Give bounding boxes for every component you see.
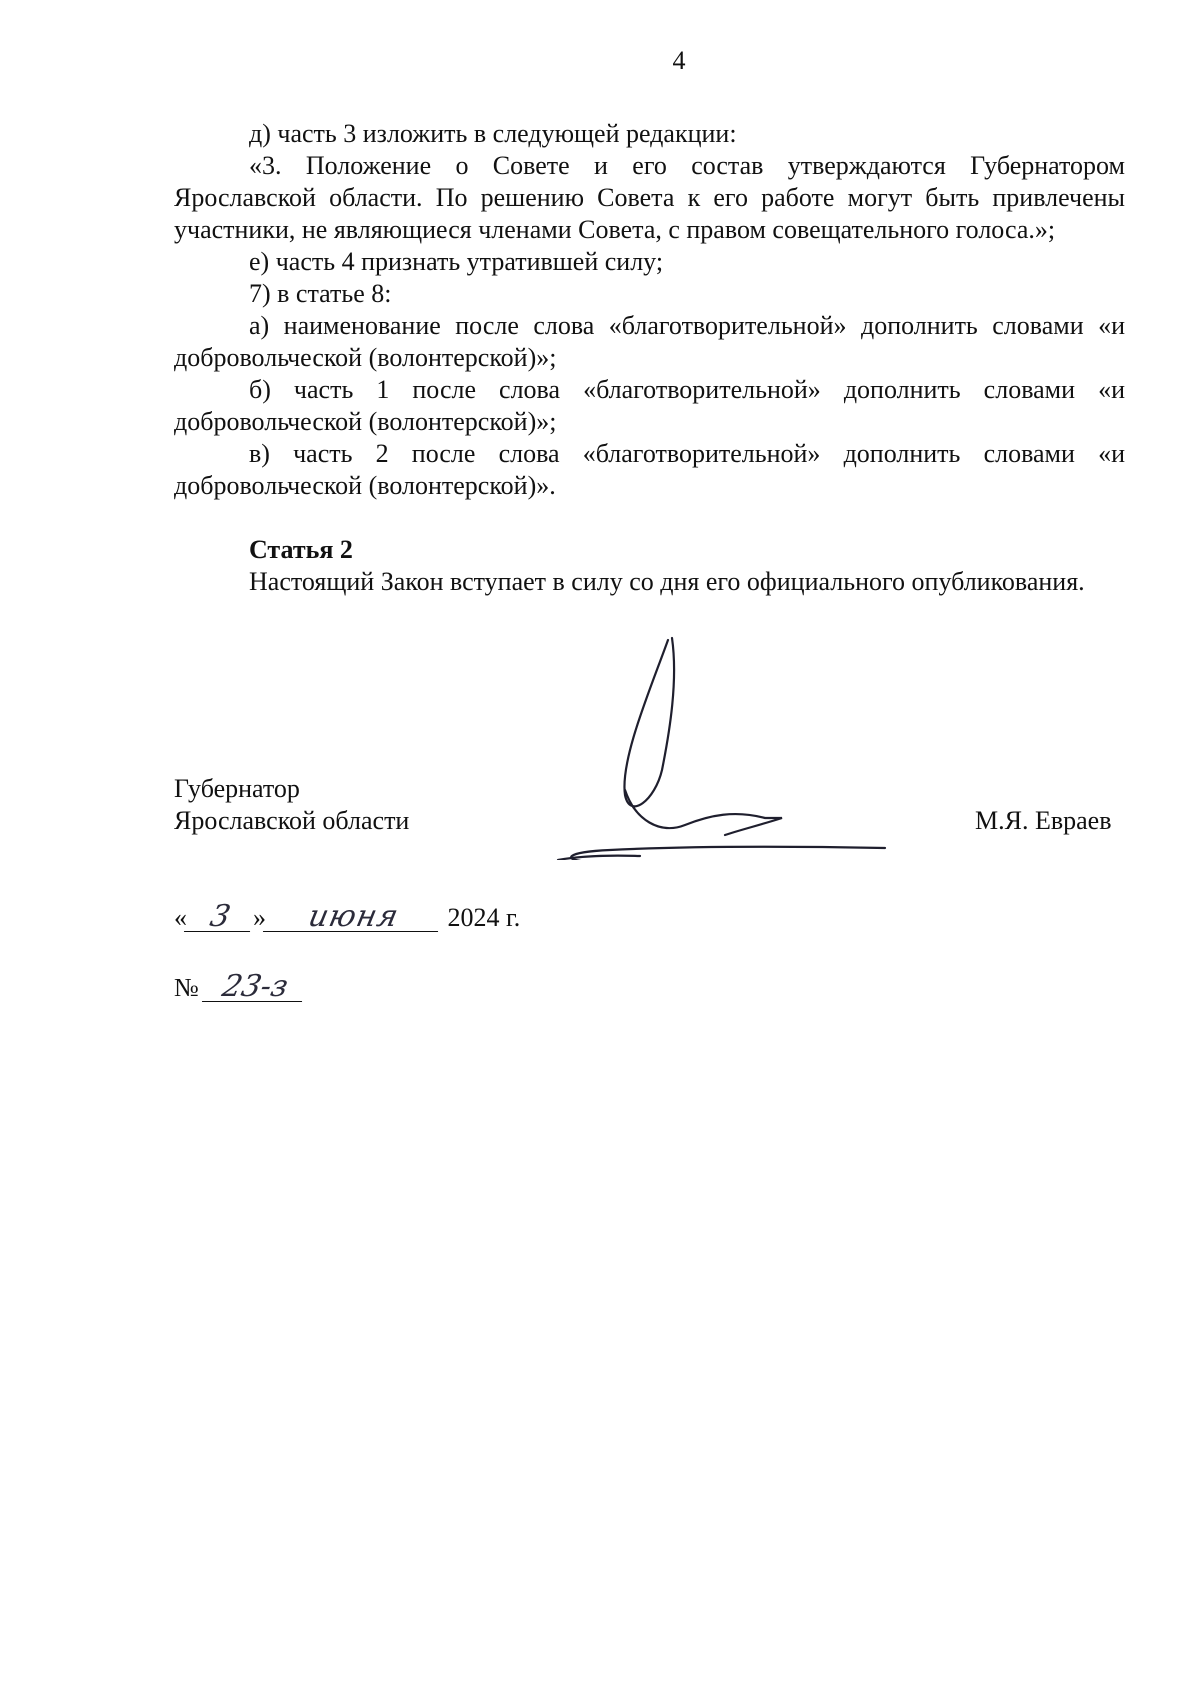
signatory-title (174, 773, 409, 837)
law-number-handwritten: 23-з (202, 973, 308, 1002)
article-heading: Статья 2 (249, 535, 353, 564)
signing-date (174, 899, 521, 934)
date-open-quote: « (174, 903, 187, 932)
paragraph-7: 7) в статье 8: (249, 279, 392, 308)
date-month-handwritten: июня (263, 903, 444, 932)
signatory-title-line2: Ярославской области (174, 806, 410, 835)
paragraph-quote-3: «3. Положение о Совете и его состав утверждаются Губернатором Ярославской области. По решению Совета к его работе могут быть привлечены участники, не являющиеся членами Совета, с правом совещательного голоса.»; (174, 151, 1125, 244)
law-number (174, 969, 305, 1004)
signatory-title-line1: Губернатор (174, 774, 300, 803)
signatory-name: М.Я. Евраев (975, 806, 1112, 835)
number-symbol: № (174, 973, 199, 1002)
page-number: 4 (672, 46, 686, 75)
paragraph-d: д) часть 3 изложить в следующей редакции: (249, 119, 737, 148)
paragraph-b: б) часть 1 после слова «благотворительной» дополнить словами «и добровольческой (волонтерской)»; (174, 375, 1125, 436)
date-year: 2024 г. (447, 903, 521, 932)
article-text: Настоящий Закон вступает в силу со дня его официального опубликования. (249, 567, 1085, 596)
paragraph-v: в) часть 2 после слова «благотворительной» дополнить словами «и добровольческой (волонтерской)». (174, 439, 1125, 500)
paragraph-a: а) наименование после слова «благотворительной» дополнить словами «и добровольческой (волонтерской)»; (174, 311, 1125, 372)
date-day-handwritten: 3 (184, 903, 256, 932)
date-close-quote: » (253, 903, 266, 932)
handwritten-signature (550, 620, 910, 860)
document-body (174, 118, 1125, 598)
paragraph-e: е) часть 4 признать утратившей силу; (249, 247, 664, 276)
